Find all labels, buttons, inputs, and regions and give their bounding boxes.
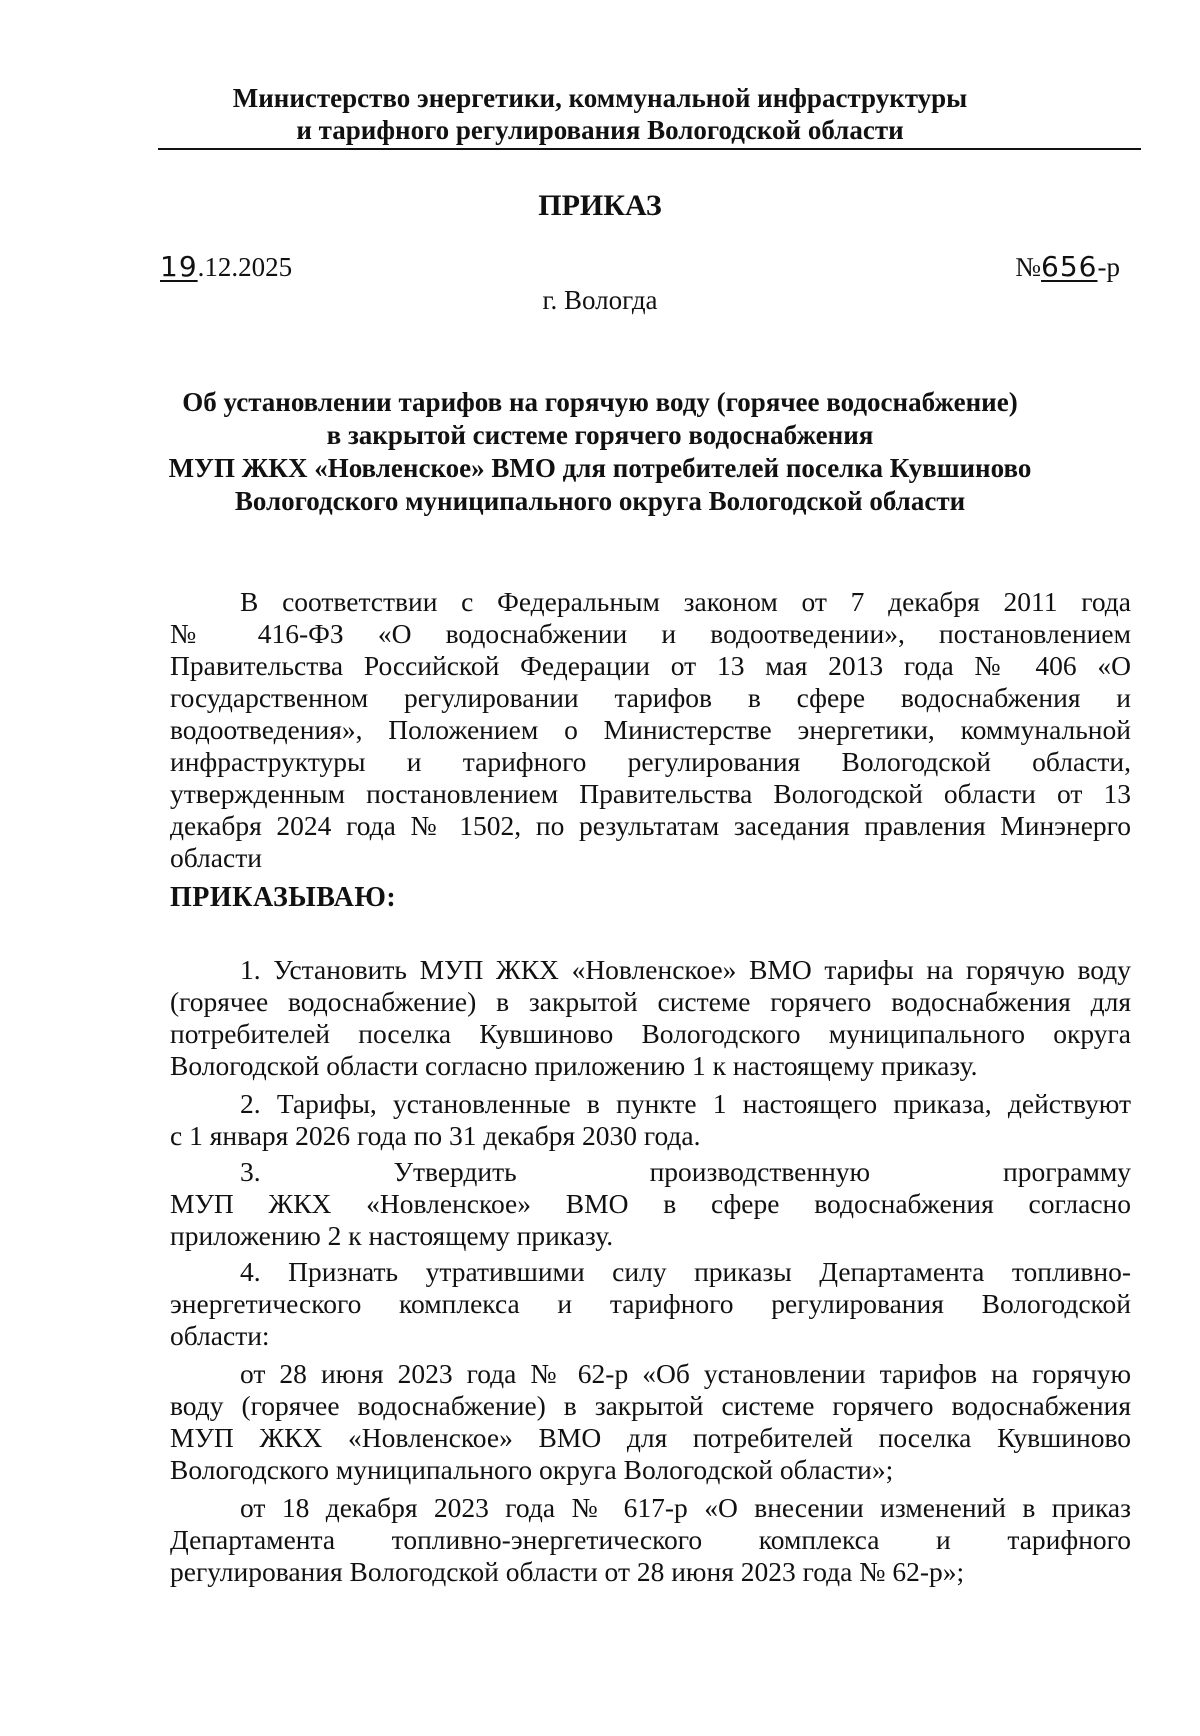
item-line: от 18 декабря 2023 года № 617-р «О внесении изменений в приказ — [240, 1492, 1131, 1523]
item-line: приложению 2 к настоящему приказу. — [170, 1220, 614, 1251]
preamble-line: государственном регулировании тарифов в сфере водоснабжения и — [170, 682, 1131, 713]
order-number — [1015, 252, 1120, 282]
subject-line: Об установлении тарифов на горячую воду (горячее водоснабжение) — [182, 387, 1018, 417]
handwritten-day: 19 — [160, 250, 198, 283]
preamble-line: В соответствии с Федеральным законом от 7 декабря 2011 года — [240, 586, 1131, 617]
item-line: Вологодской области согласно приложению 1 к настоящему приказу. — [170, 1050, 978, 1081]
org-name-line-2: и тарифного регулирования Вологодской области — [296, 115, 904, 145]
item-line: энергетического комплекса и тарифного регулирования Вологодской — [170, 1288, 1131, 1319]
item-line: 3. Утвердить производственную программу — [240, 1156, 1131, 1187]
item-line: регулирования Вологодской области от 28 июня 2023 года № 62-р»; — [170, 1556, 965, 1587]
item-line: МУП ЖКХ «Новленское» ВМО для потребителей поселка Кувшиново — [170, 1422, 1131, 1453]
item-line: Вологодского муниципального округа Вологодской области»; — [170, 1454, 894, 1485]
header-rule — [158, 148, 1141, 150]
preamble-line: № 416-ФЗ «О водоснабжении и водоотведении», постановлением — [170, 618, 1131, 649]
preamble-line: Правительства Российской Федерации от 13 мая 2013 года № 406 «О — [170, 650, 1131, 681]
number-prefix: № — [1015, 252, 1042, 282]
item-line: 4. Признать утратившими силу приказы Департамента топливно- — [240, 1256, 1131, 1287]
item-line: МУП ЖКХ «Новленское» ВМО в сфере водоснабжения согласно — [170, 1188, 1131, 1219]
item-line: воду (горячее водоснабжение) в закрытой системе горячего водоснабжения — [170, 1390, 1131, 1421]
preamble-line: водоотведения», Положением о Министерстве энергетики, коммунальной — [170, 714, 1131, 745]
preamble-line: утвержденным постановлением Правительства Вологодской области от 13 — [170, 778, 1131, 809]
preamble-line: инфраструктуры и тарифного регулирования Вологодской области, — [170, 746, 1131, 777]
order-date — [160, 252, 292, 282]
subject-line: Вологодского муниципального округа Вологодской области — [234, 486, 966, 516]
item-line: (горячее водоснабжение) в закрытой системе горячего водоснабжения для — [170, 986, 1131, 1017]
date-rest: .12.2025 — [197, 252, 293, 282]
preamble-line: декабря 2024 года № 1502, по результатам заседания правления Минэнерго — [170, 810, 1131, 841]
org-name-line-1: Министерство энергетики, коммунальной инфраструктуры — [232, 83, 968, 113]
subject-line: МУП ЖКХ «Новленское» ВМО для потребителей поселка Кувшиново — [168, 453, 1032, 483]
item-line: Департамента топливно-энергетического комплекса и тарифного — [170, 1524, 1131, 1555]
handwritten-number: 656 — [1041, 250, 1098, 283]
item-line: 1. Установить МУП ЖКХ «Новленское» ВМО тарифы на горячую воду — [240, 954, 1131, 985]
item-line: потребителей поселка Кувшиново Вологодского муниципального округа — [170, 1018, 1131, 1049]
subject-line: в закрытой системе горячего водоснабжения — [326, 420, 874, 450]
order-word: ПРИКАЗЫВАЮ: — [170, 882, 397, 913]
item-line: от 28 июня 2023 года № 62-р «Об установлении тарифов на горячую — [240, 1358, 1131, 1389]
item-line: области: — [170, 1320, 270, 1351]
number-suffix: -р — [1097, 252, 1120, 282]
doc-title: ПРИКАЗ — [538, 189, 662, 222]
city: г. Вологда — [542, 285, 658, 315]
item-line: 2. Тарифы, установленные в пункте 1 настоящего приказа, действуют — [240, 1088, 1131, 1119]
item-line: с 1 января 2026 года по 31 декабря 2030 года. — [170, 1120, 701, 1151]
preamble-line: области — [170, 842, 262, 873]
